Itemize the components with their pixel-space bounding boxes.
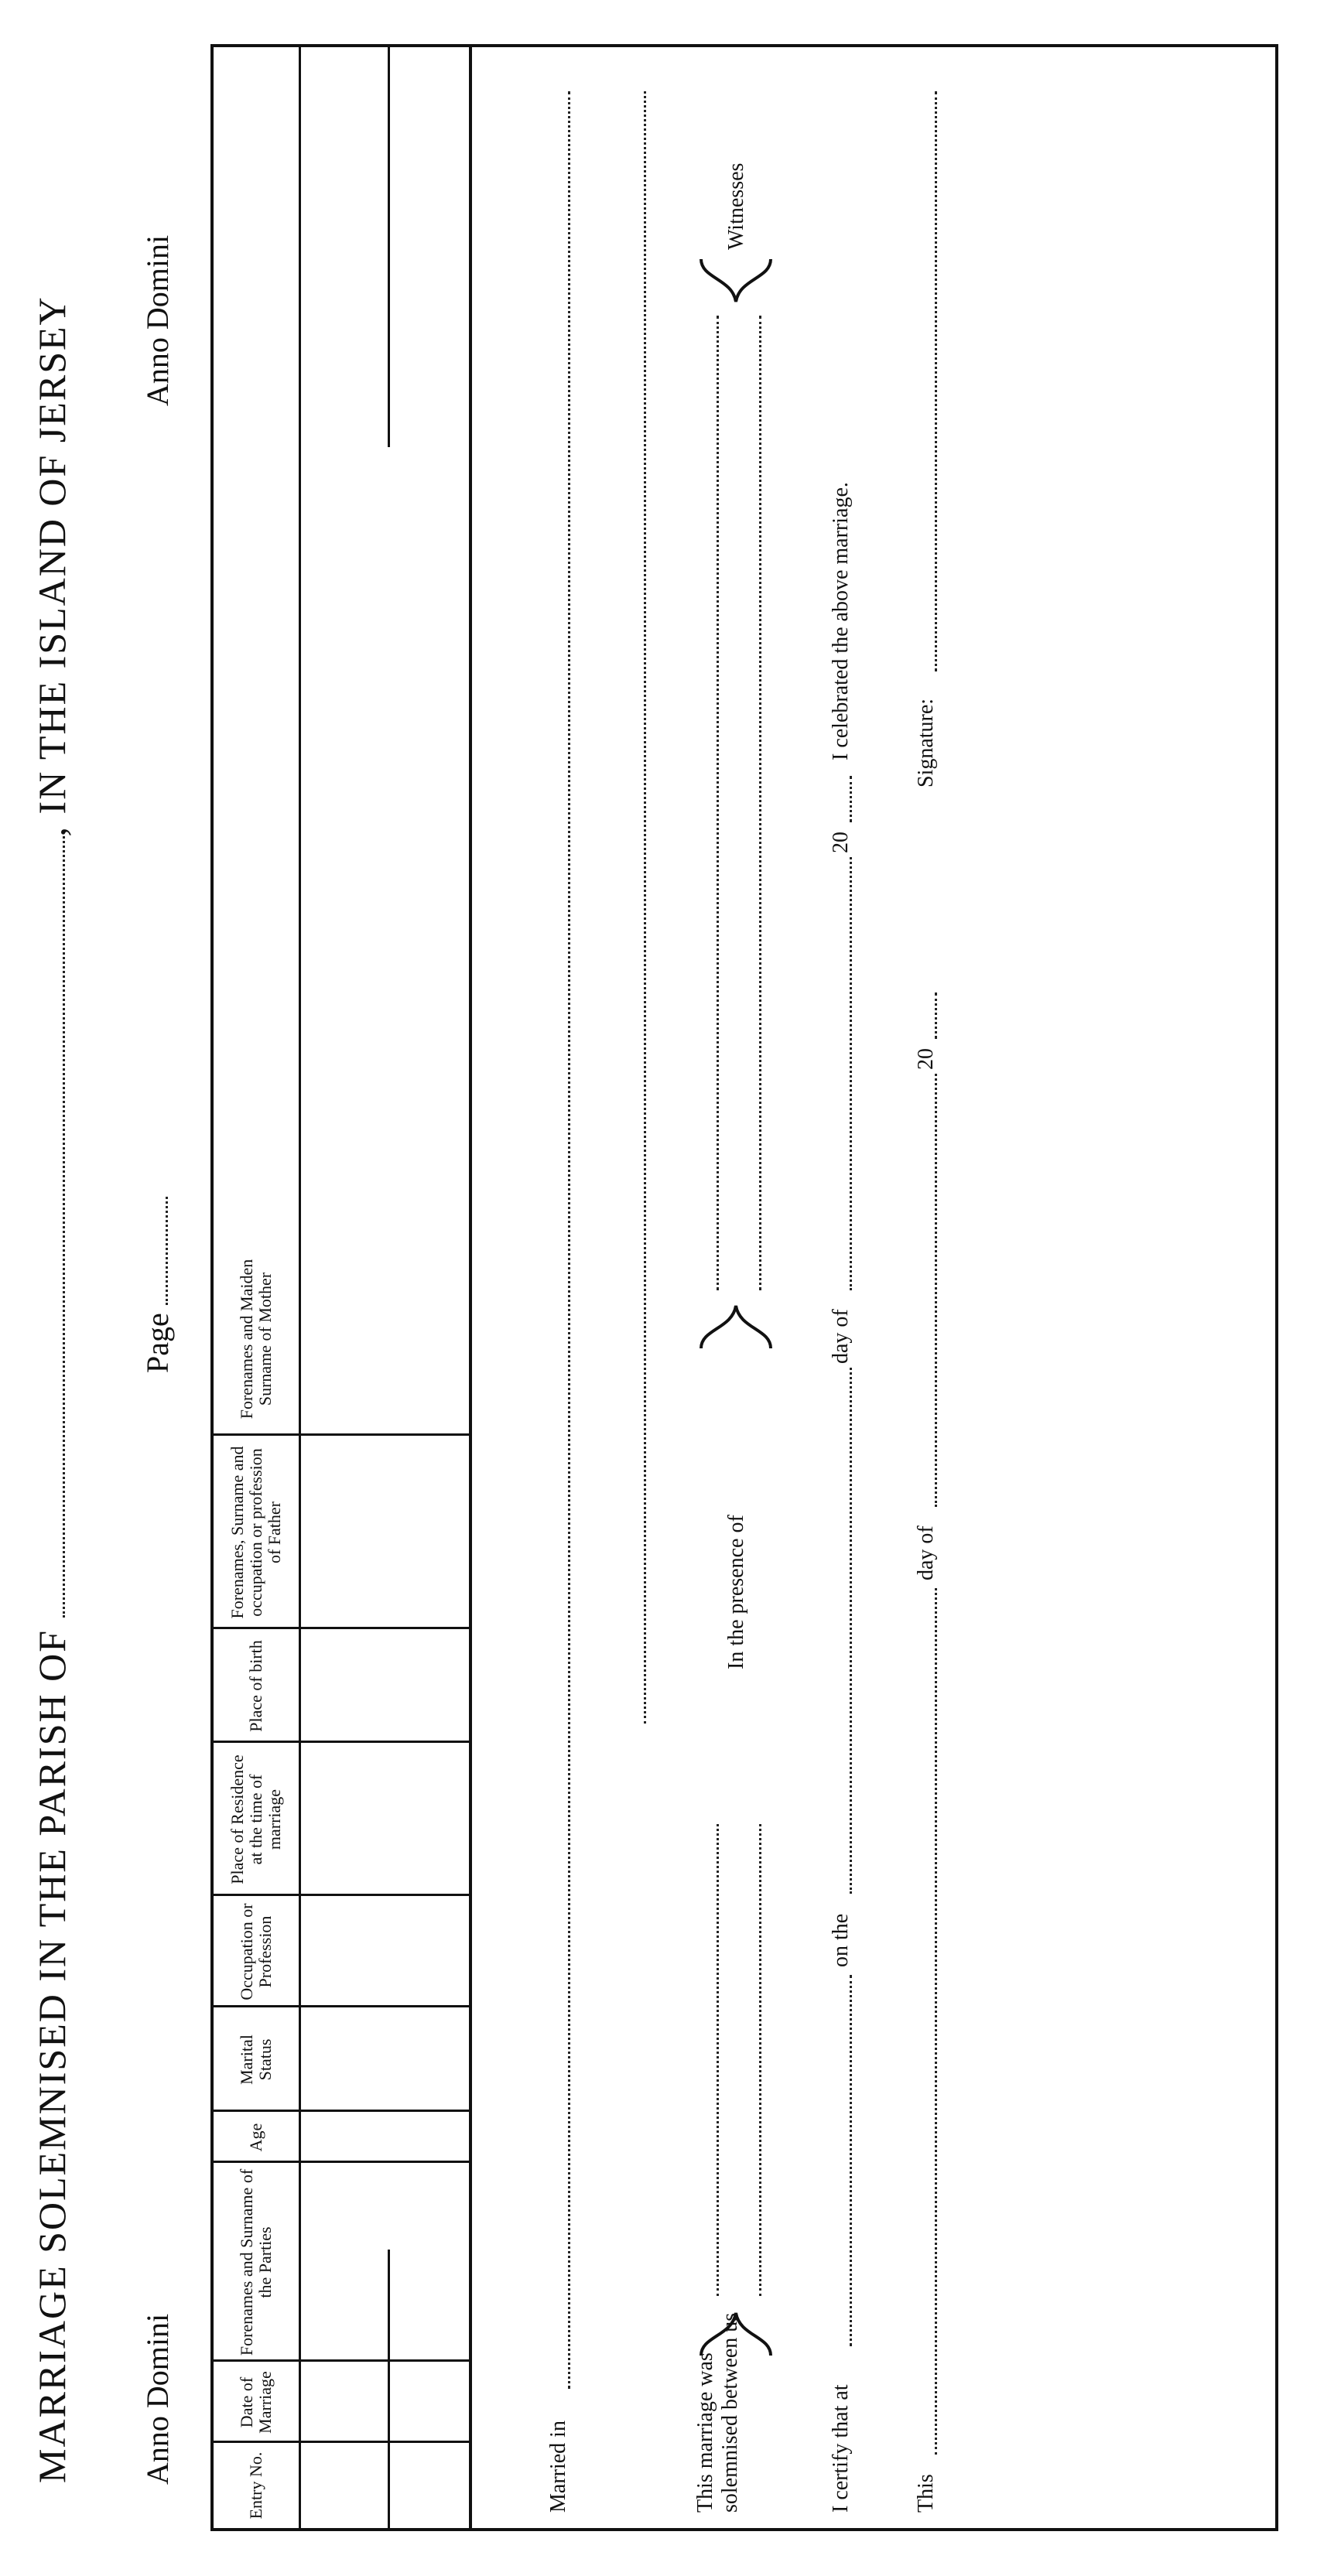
certify-on-the-label: on the bbox=[829, 1913, 853, 1967]
signature-field[interactable] bbox=[935, 91, 937, 671]
col-header-parties: Forenames and Surname of the Parties bbox=[237, 2168, 275, 2356]
in-presence-of-label: In the presence of bbox=[724, 1515, 748, 1669]
col-header-residence: Place of Residence at the time of marriage bbox=[227, 1754, 284, 1884]
certify-year-label: 20 bbox=[829, 832, 853, 853]
certify-suffix-label: I celebrated the above marriage. bbox=[829, 482, 853, 760]
certify-month-field[interactable] bbox=[850, 857, 852, 1290]
this-day-field[interactable] bbox=[935, 1588, 937, 2455]
page-field[interactable] bbox=[145, 1197, 168, 1305]
certify-day-field[interactable] bbox=[850, 1368, 852, 1894]
certify-prefix-label: I certify that at bbox=[829, 2384, 853, 2513]
signature-label: Signature: bbox=[914, 698, 938, 787]
solemnised-line2: solemnised between us bbox=[718, 2312, 742, 2513]
certify-year-field[interactable] bbox=[850, 776, 852, 822]
col-header-marital-status: Marital Status bbox=[237, 2034, 275, 2085]
brace-witnesses-right-icon bbox=[697, 255, 775, 309]
anno-domini-left: Anno Domini bbox=[140, 2313, 175, 2485]
witnesses-label: Witnesses bbox=[724, 162, 748, 250]
col-header-mother: Forenames and Maiden Surname of Mother bbox=[237, 1259, 275, 1420]
table-bottom-rule bbox=[469, 47, 472, 2528]
party-signature-2-field[interactable] bbox=[759, 1824, 761, 2296]
solemnised-line1: This marriage was bbox=[693, 2352, 717, 2513]
col-header-entry-no: Entry No. bbox=[246, 2451, 265, 2520]
anno-domini-right: Anno Domini bbox=[140, 234, 175, 406]
this-year-field[interactable] bbox=[935, 992, 937, 1039]
page-number bbox=[139, 1197, 176, 1373]
page-label: Page bbox=[140, 1313, 175, 1373]
married-in-field[interactable] bbox=[568, 91, 570, 2389]
brace-parties-icon bbox=[697, 2305, 775, 2359]
this-year-label: 20 bbox=[914, 1048, 938, 1070]
col-header-age: Age bbox=[246, 2123, 265, 2152]
certify-day-of-label: day of bbox=[829, 1309, 853, 1364]
row-divider-left bbox=[388, 2250, 390, 2528]
col-header-place-of-birth: Place of birth bbox=[246, 1640, 265, 1732]
witness-2-field[interactable] bbox=[759, 316, 761, 1290]
party-signature-1-field[interactable] bbox=[717, 1824, 719, 2296]
form-title bbox=[29, 62, 74, 2483]
register-table bbox=[210, 44, 1278, 2531]
this-label: This bbox=[914, 2474, 938, 2513]
col-header-father: Forenames, Surname and occupation or profession of Father bbox=[227, 1446, 284, 1619]
title-prefix: MARRIAGE SOLEMNISED IN THE PARISH OF bbox=[30, 1628, 74, 2483]
married-in-field-continued[interactable] bbox=[644, 91, 646, 1724]
row-divider-right bbox=[388, 47, 390, 447]
this-day-of-label: day of bbox=[914, 1525, 938, 1580]
title-suffix: , IN THE ISLAND OF JERSEY bbox=[30, 296, 74, 837]
parish-field[interactable] bbox=[39, 836, 65, 1618]
col-header-date: Date of Marriage bbox=[237, 2371, 275, 2434]
married-in-label: Married in bbox=[546, 2421, 570, 2513]
this-month-field[interactable] bbox=[935, 1074, 937, 1507]
witness-1-field[interactable] bbox=[717, 316, 719, 1290]
certify-place-field[interactable] bbox=[850, 1975, 852, 2346]
brace-witnesses-left-icon bbox=[697, 1298, 775, 1352]
header-rule bbox=[299, 47, 301, 2528]
col-header-occupation: Occupation or Profession bbox=[237, 1903, 275, 2000]
